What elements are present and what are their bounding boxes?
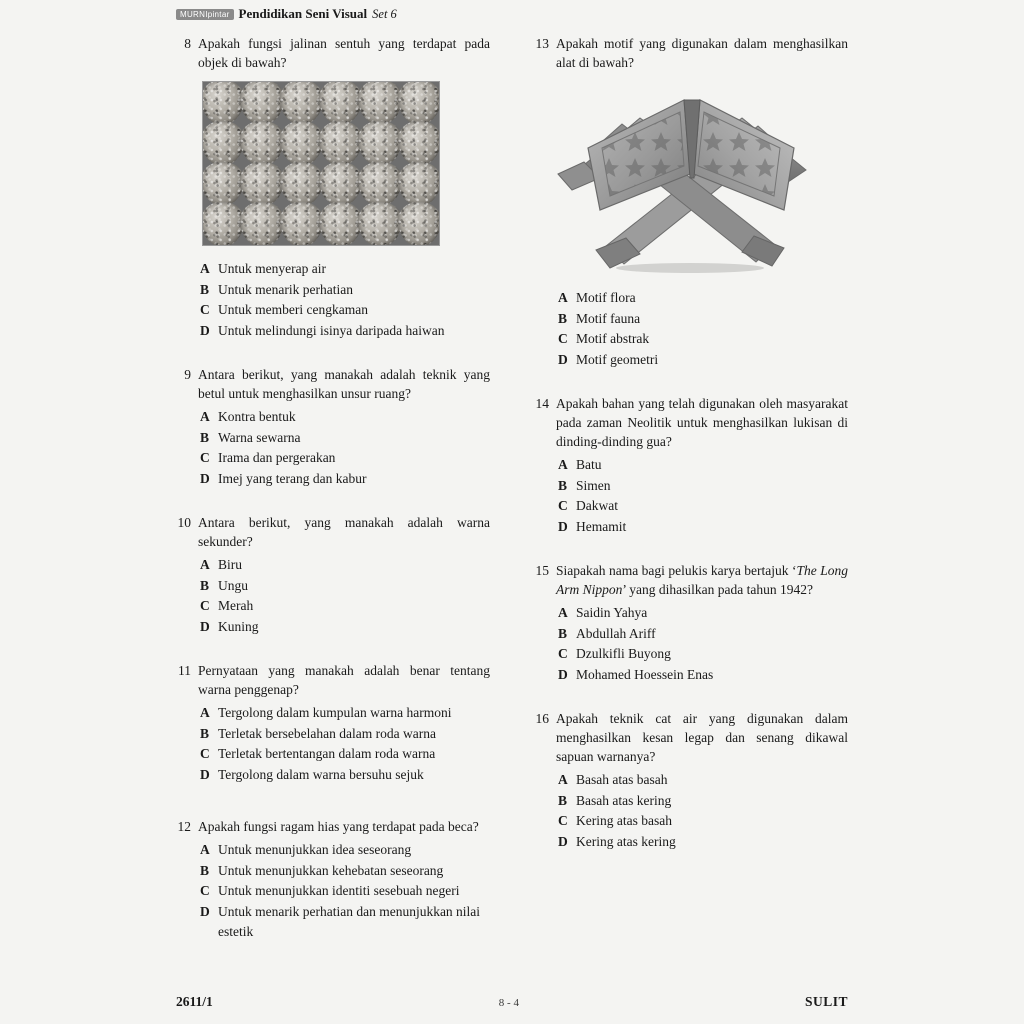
option-text: Kering atas kering (576, 833, 676, 849)
option-letter: A (200, 409, 210, 424)
option-d[interactable] (198, 321, 490, 342)
option-letter: C (558, 646, 568, 661)
option-d[interactable] (556, 665, 848, 686)
option-text: Batu (576, 457, 602, 472)
option-letter: B (558, 625, 568, 641)
option-letter: A (200, 705, 210, 720)
question-text: Apakah bahan yang telah digunakan oleh masyarakat pada zaman Neolitik untuk menghasilkan lukisan di dinding-dinding gua? (556, 396, 848, 449)
option-c[interactable] (556, 644, 848, 665)
option-text: Untuk melindungi isinya daripada haiwan (218, 322, 445, 338)
option-text: Terletak bersebelahan dalam roda warna (218, 725, 436, 741)
option-c[interactable] (198, 881, 490, 902)
option-letter: A (558, 290, 568, 305)
option-letter: D (200, 903, 210, 919)
confidential-status: SULIT (804, 994, 848, 1009)
question-9 (176, 365, 490, 489)
option-text: Untuk menunjukkan kehebatan seseorang (218, 862, 444, 878)
option-c[interactable] (198, 448, 490, 469)
option-letter: D (200, 766, 210, 782)
option-text: Basah atas basah (576, 772, 668, 787)
option-text: Untuk menarik perhatian dan menunjukkan nilai estetik (218, 903, 481, 939)
option-letter: B (200, 862, 210, 878)
question-number: 11 (178, 663, 191, 678)
option-a[interactable] (198, 407, 490, 428)
option-d[interactable] (198, 902, 490, 943)
option-letter: C (558, 498, 568, 513)
option-text: Saidin Yahya (576, 605, 648, 620)
option-b[interactable] (556, 791, 848, 812)
page-footer (176, 994, 848, 1010)
option-b[interactable] (198, 724, 490, 745)
option-text: Untuk menyerap air (218, 261, 326, 276)
option-letter: A (558, 457, 568, 472)
option-text: Terletak bertentangan dalam roda warna (218, 746, 436, 761)
rehal-illustration (544, 78, 836, 274)
option-b[interactable] (556, 624, 848, 645)
question-text: Apakah fungsi ragam hias yang terdapat pada beca? (198, 819, 479, 834)
question-text: Apakah teknik cat air yang digunakan dalam menghasilkan kesan legap dan senang dikawal sapuan warnanya? (556, 711, 848, 764)
option-letter: C (200, 302, 210, 317)
option-d[interactable] (556, 350, 848, 371)
header-subject: Pendidikan Seni Visual (238, 6, 368, 21)
option-text: Merah (218, 598, 254, 613)
question-13 (534, 34, 848, 72)
question-number: 9 (184, 367, 191, 382)
question-text: Antara berikut, yang manakah adalah warna sekunder? (198, 515, 490, 549)
option-b[interactable] (556, 309, 848, 330)
option-letter: C (200, 450, 210, 465)
option-d[interactable] (198, 469, 490, 490)
question-text: Antara berikut, yang manakah adalah teknik yang betul untuk menghasilkan unsur ruang? (198, 367, 490, 401)
option-a[interactable] (198, 555, 490, 576)
option-text: Dakwat (576, 498, 618, 513)
publisher-logo: MURNIpintar (176, 9, 234, 20)
option-d[interactable] (556, 832, 848, 853)
question-text-after: ’ yang dihasilkan pada tahun 1942? (622, 582, 813, 597)
option-text: Irama dan pergerakan (218, 450, 336, 465)
option-b[interactable] (198, 861, 490, 882)
question-number: 15 (535, 563, 549, 578)
option-letter: D (200, 618, 210, 634)
running-header (176, 6, 397, 22)
question-8-options (176, 255, 490, 341)
option-d[interactable] (556, 517, 848, 538)
option-letter: A (558, 605, 568, 620)
option-text: Motif abstrak (576, 331, 650, 346)
question-number: 14 (535, 396, 549, 411)
option-letter: D (558, 351, 568, 367)
option-c[interactable] (556, 329, 848, 350)
option-c[interactable] (198, 300, 490, 321)
option-text: Motif flora (576, 290, 636, 305)
option-text: Untuk menunjukkan idea seseorang (218, 842, 412, 857)
option-b[interactable] (198, 428, 490, 449)
option-text: Ungu (218, 577, 248, 593)
option-letter: D (558, 833, 568, 849)
option-text: Motif fauna (576, 310, 641, 326)
option-text: Biru (218, 557, 243, 572)
option-letter: A (200, 842, 210, 857)
option-text: Tergolong dalam kumpulan warna harmoni (218, 705, 452, 720)
artwork-title: The Long Arm Nippon (556, 563, 848, 597)
option-c[interactable] (556, 496, 848, 517)
option-c[interactable] (198, 744, 490, 765)
option-text: Mohamed Hoessein Enas (576, 666, 714, 682)
header-set: Set 6 (372, 6, 397, 21)
question-text-before: Siapakah nama bagi pelukis karya bertajuk ‘ (556, 563, 797, 578)
question-11 (176, 661, 490, 785)
question-number: 8 (184, 36, 191, 51)
option-text: Kontra bentuk (218, 409, 296, 424)
option-letter: C (200, 746, 210, 761)
option-text: Tergolong dalam warna bersuhu sejuk (218, 766, 424, 782)
option-text: Abdullah Ariff (576, 625, 656, 641)
option-text: Dzulkifli Buyong (576, 646, 671, 661)
question-number: 16 (535, 711, 549, 726)
question-14 (534, 394, 848, 537)
question-text (556, 561, 848, 599)
question-number: 12 (177, 819, 191, 834)
option-text: Untuk memberi cengkaman (218, 302, 368, 317)
question-8 (176, 34, 490, 72)
question-text: Apakah fungsi jalinan sentuh yang terdapat pada objek di bawah? (198, 36, 490, 70)
option-a[interactable] (198, 259, 490, 280)
option-text: Simen (576, 477, 611, 493)
durian-photo (202, 81, 440, 246)
option-a[interactable] (556, 603, 848, 624)
option-letter: B (200, 281, 210, 297)
option-text: Imej yang terang dan kabur (218, 470, 367, 486)
option-letter: A (200, 557, 210, 572)
option-letter: B (558, 477, 568, 493)
option-a[interactable] (198, 840, 490, 861)
option-b[interactable] (198, 280, 490, 301)
option-letter: A (200, 261, 210, 276)
paper-code: 2611/1 (176, 994, 213, 1009)
option-letter: B (558, 792, 568, 808)
option-text: Untuk menarik perhatian (218, 281, 353, 297)
option-a[interactable] (556, 455, 848, 476)
option-d[interactable] (198, 617, 490, 638)
option-text: Hemamit (576, 518, 627, 534)
option-b[interactable] (198, 576, 490, 597)
option-a[interactable] (556, 288, 848, 309)
option-letter: D (558, 518, 568, 534)
option-letter: B (200, 577, 210, 593)
question-16 (534, 709, 848, 852)
option-letter: D (558, 666, 568, 682)
option-text: Warna sewarna (218, 429, 301, 445)
option-letter: D (200, 322, 210, 338)
option-a[interactable] (198, 703, 490, 724)
option-text: Motif geometri (576, 351, 659, 367)
option-letter: C (200, 598, 210, 613)
right-column (534, 34, 848, 964)
question-text: Apakah motif yang digunakan dalam menghasilkan alat di bawah? (556, 36, 848, 70)
option-c[interactable] (198, 596, 490, 617)
option-text: Kuning (218, 618, 259, 634)
option-letter: B (200, 725, 210, 741)
question-10 (176, 513, 490, 637)
option-text: Untuk menunjukkan identiti sesebuah negeri (218, 883, 460, 898)
page-marker: 8 - 4 (498, 997, 519, 1009)
option-letter: C (200, 883, 210, 898)
question-number: 13 (535, 36, 549, 51)
question-text: Pernyataan yang manakah adalah benar tentang warna penggenap? (198, 663, 490, 697)
option-letter: B (200, 429, 210, 445)
option-d[interactable] (198, 765, 490, 786)
question-columns (176, 34, 848, 964)
option-b[interactable] (556, 476, 848, 497)
option-c[interactable] (556, 811, 848, 832)
option-text: Basah atas kering (576, 792, 672, 808)
question-number: 10 (177, 515, 191, 530)
durian-grid (203, 82, 439, 245)
question-15 (534, 561, 848, 685)
option-letter: A (558, 772, 568, 787)
option-letter: B (558, 310, 568, 326)
option-text: Kering atas basah (576, 813, 672, 828)
question-13-options (534, 284, 848, 370)
option-letter: C (558, 813, 568, 828)
left-column (176, 34, 490, 964)
option-letter: C (558, 331, 568, 346)
option-letter: D (200, 470, 210, 486)
option-a[interactable] (556, 770, 848, 791)
question-12 (176, 817, 490, 943)
